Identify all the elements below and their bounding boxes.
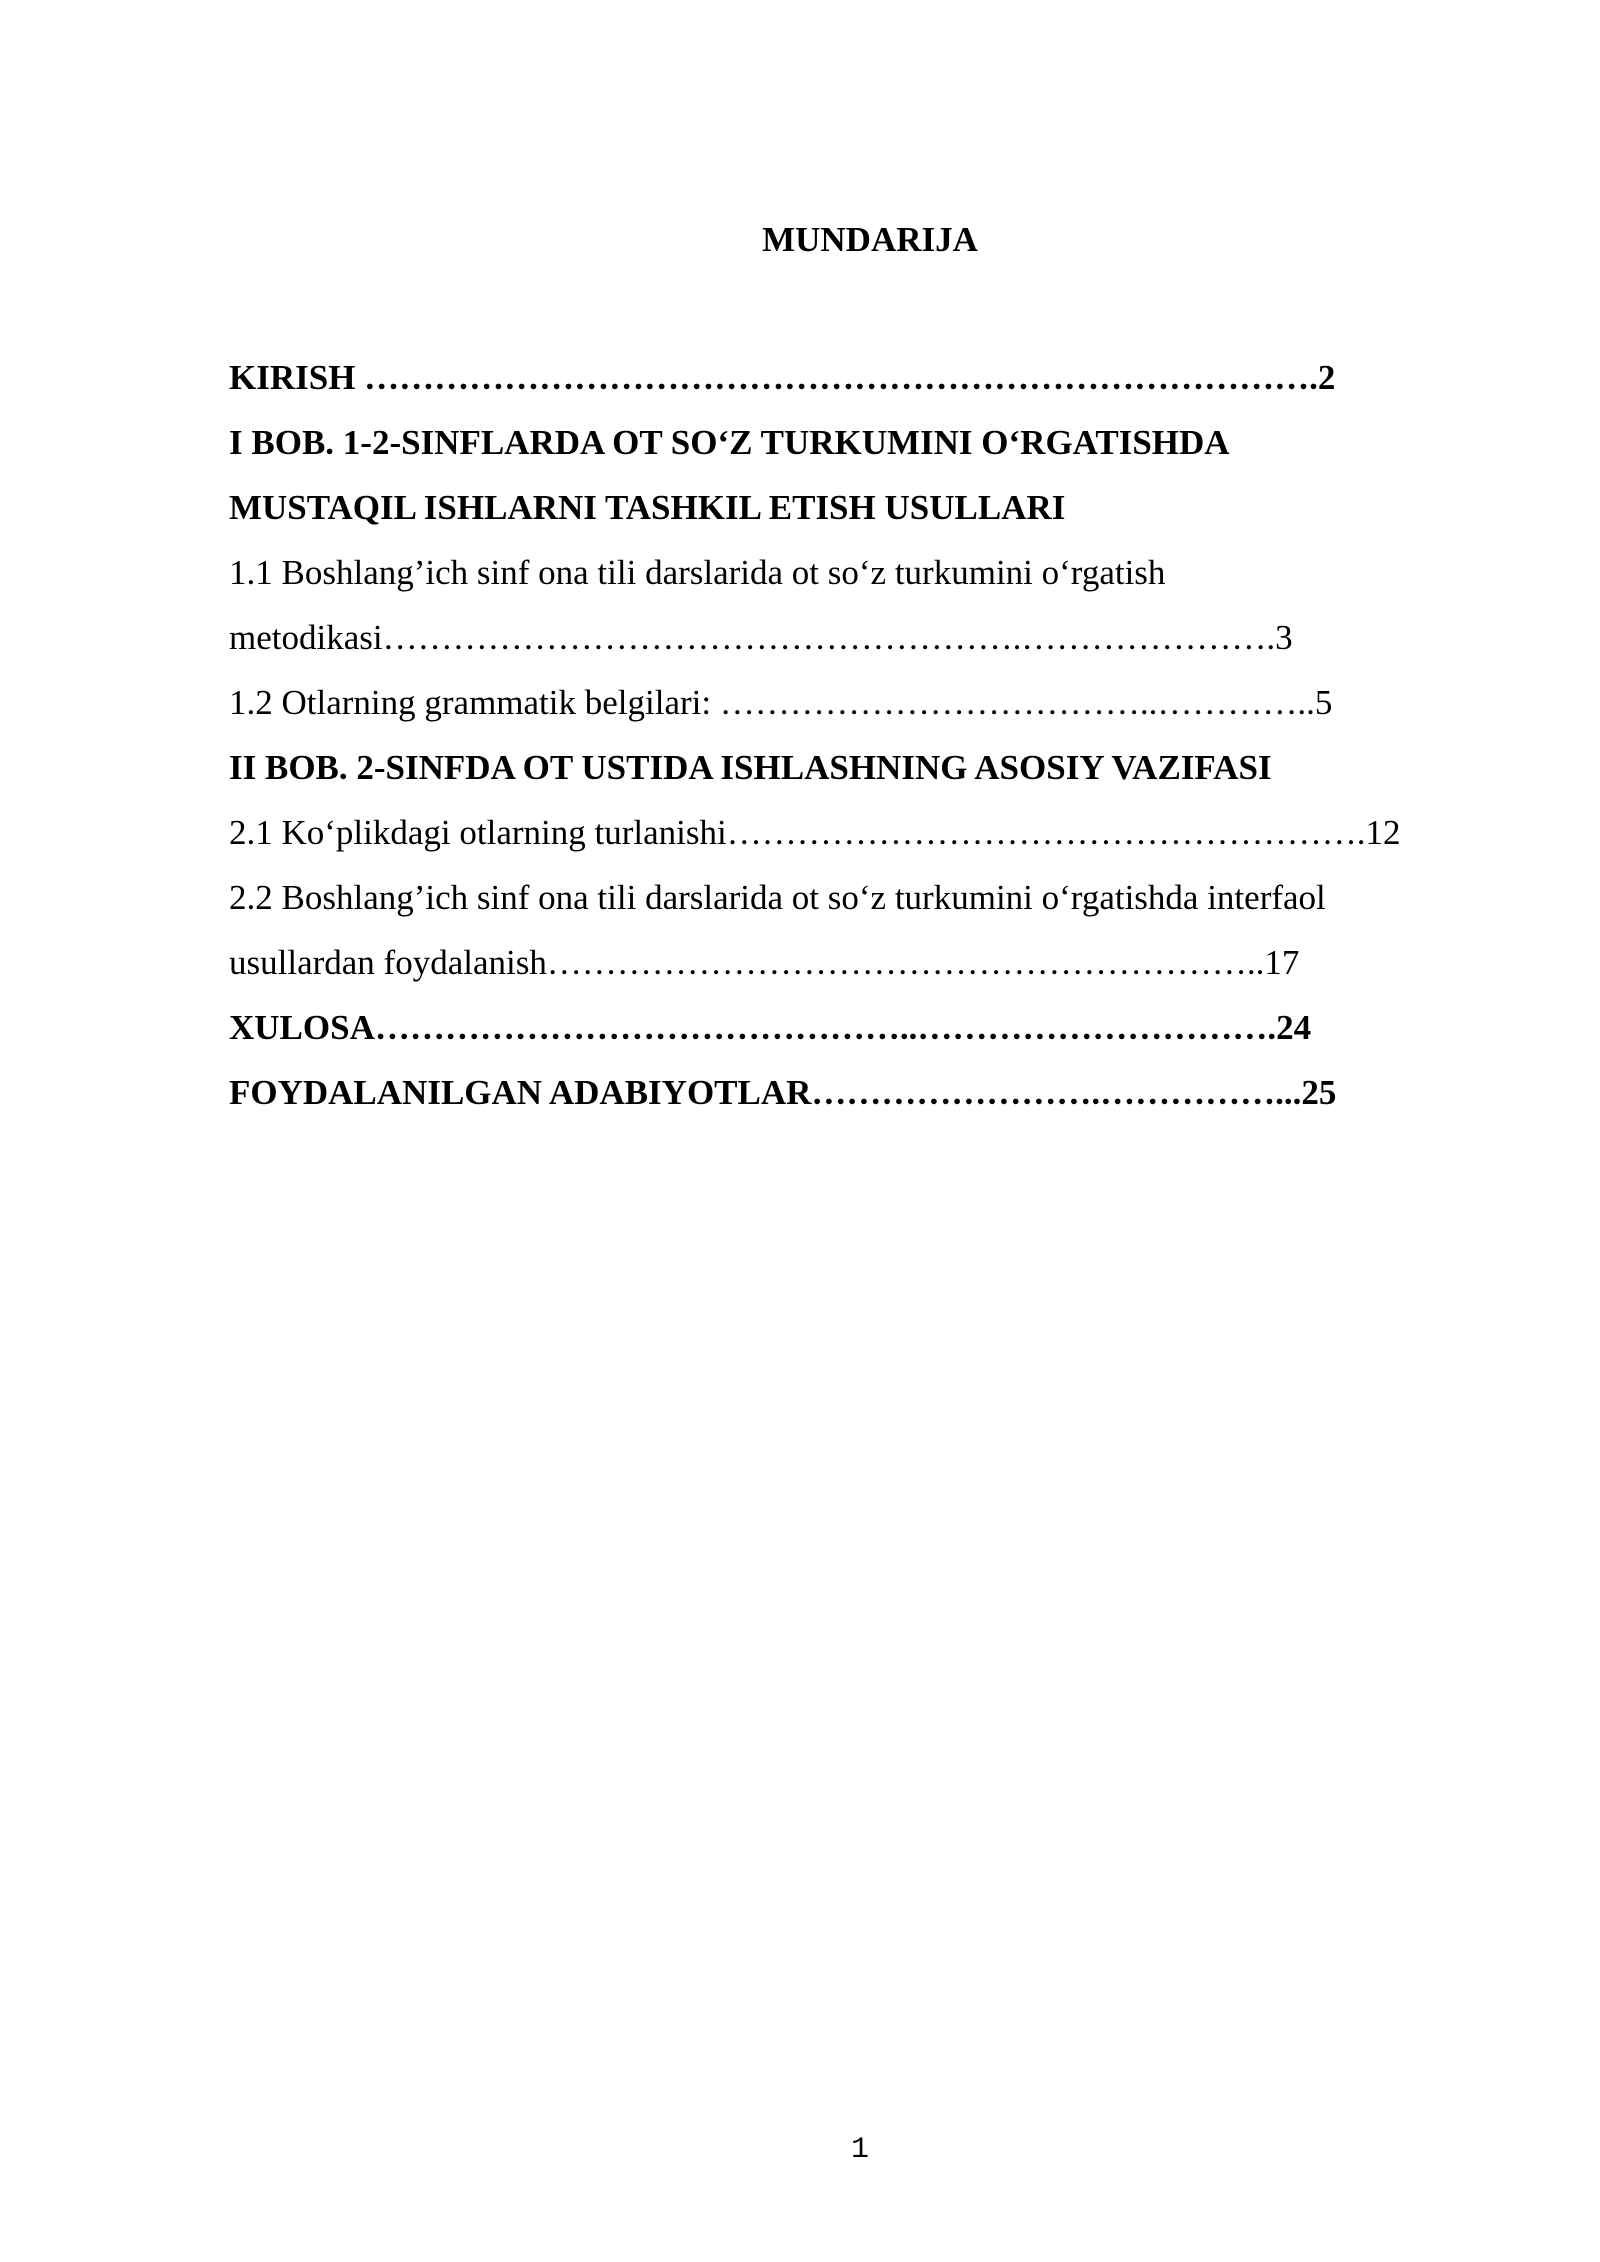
toc-entry-section-1-2: 1.2 Otlarning grammatik belgilari: ………………………………..…………..5 [229, 683, 1333, 722]
toc-entry-chapter-1-title-cont: MUSTAQIL ISHLARNI TASHKIL ETISH USULLARI [229, 488, 1066, 527]
toc-entry-chapter-2-title: II BOB. 2-SINFDA OT USTIDA ISHLASHNING ASOSIY VAZIFASI [229, 748, 1272, 787]
toc-entry-xulosa: XULOSA………………………………………..………………………….24 [229, 1008, 1312, 1047]
toc-entry-kirish: KIRISH ……………………………………………………………………….2 [229, 358, 1336, 397]
page-title: MUNDARIJA [762, 220, 978, 259]
toc-entry-section-2-1: 2.1 Ko‘plikdagi otlarning turlanishi……………………………………………….12 [229, 813, 1401, 852]
toc-entry-section-1-1: 1.1 Boshlang’ich sinf ona tili darslarida ot so‘z turkumini o‘rgatish [229, 553, 1166, 592]
toc-entry-chapter-1-title: I BOB. 1-2-SINFLARDA OT SO‘Z TURKUMINI O‘RGATISHDA [229, 423, 1230, 462]
toc-entry-adabiyotlar: FOYDALANILGAN ADABIYOTLAR…………………….……………...25 [229, 1073, 1337, 1112]
toc-entry-section-2-2-cont: usullardan foydalanish……………………………………………………..17 [229, 943, 1300, 982]
toc-entry-section-2-2: 2.2 Boshlang’ich sinf ona tili darslarida ot so‘z turkumini o‘rgatishda interfaol [229, 878, 1326, 917]
toc-entry-section-1-1-cont: metodikasi……………………………………………….………………….3 [229, 618, 1293, 657]
page-number: 1 [850, 2133, 869, 2167]
table-of-contents [229, 345, 1489, 1125]
